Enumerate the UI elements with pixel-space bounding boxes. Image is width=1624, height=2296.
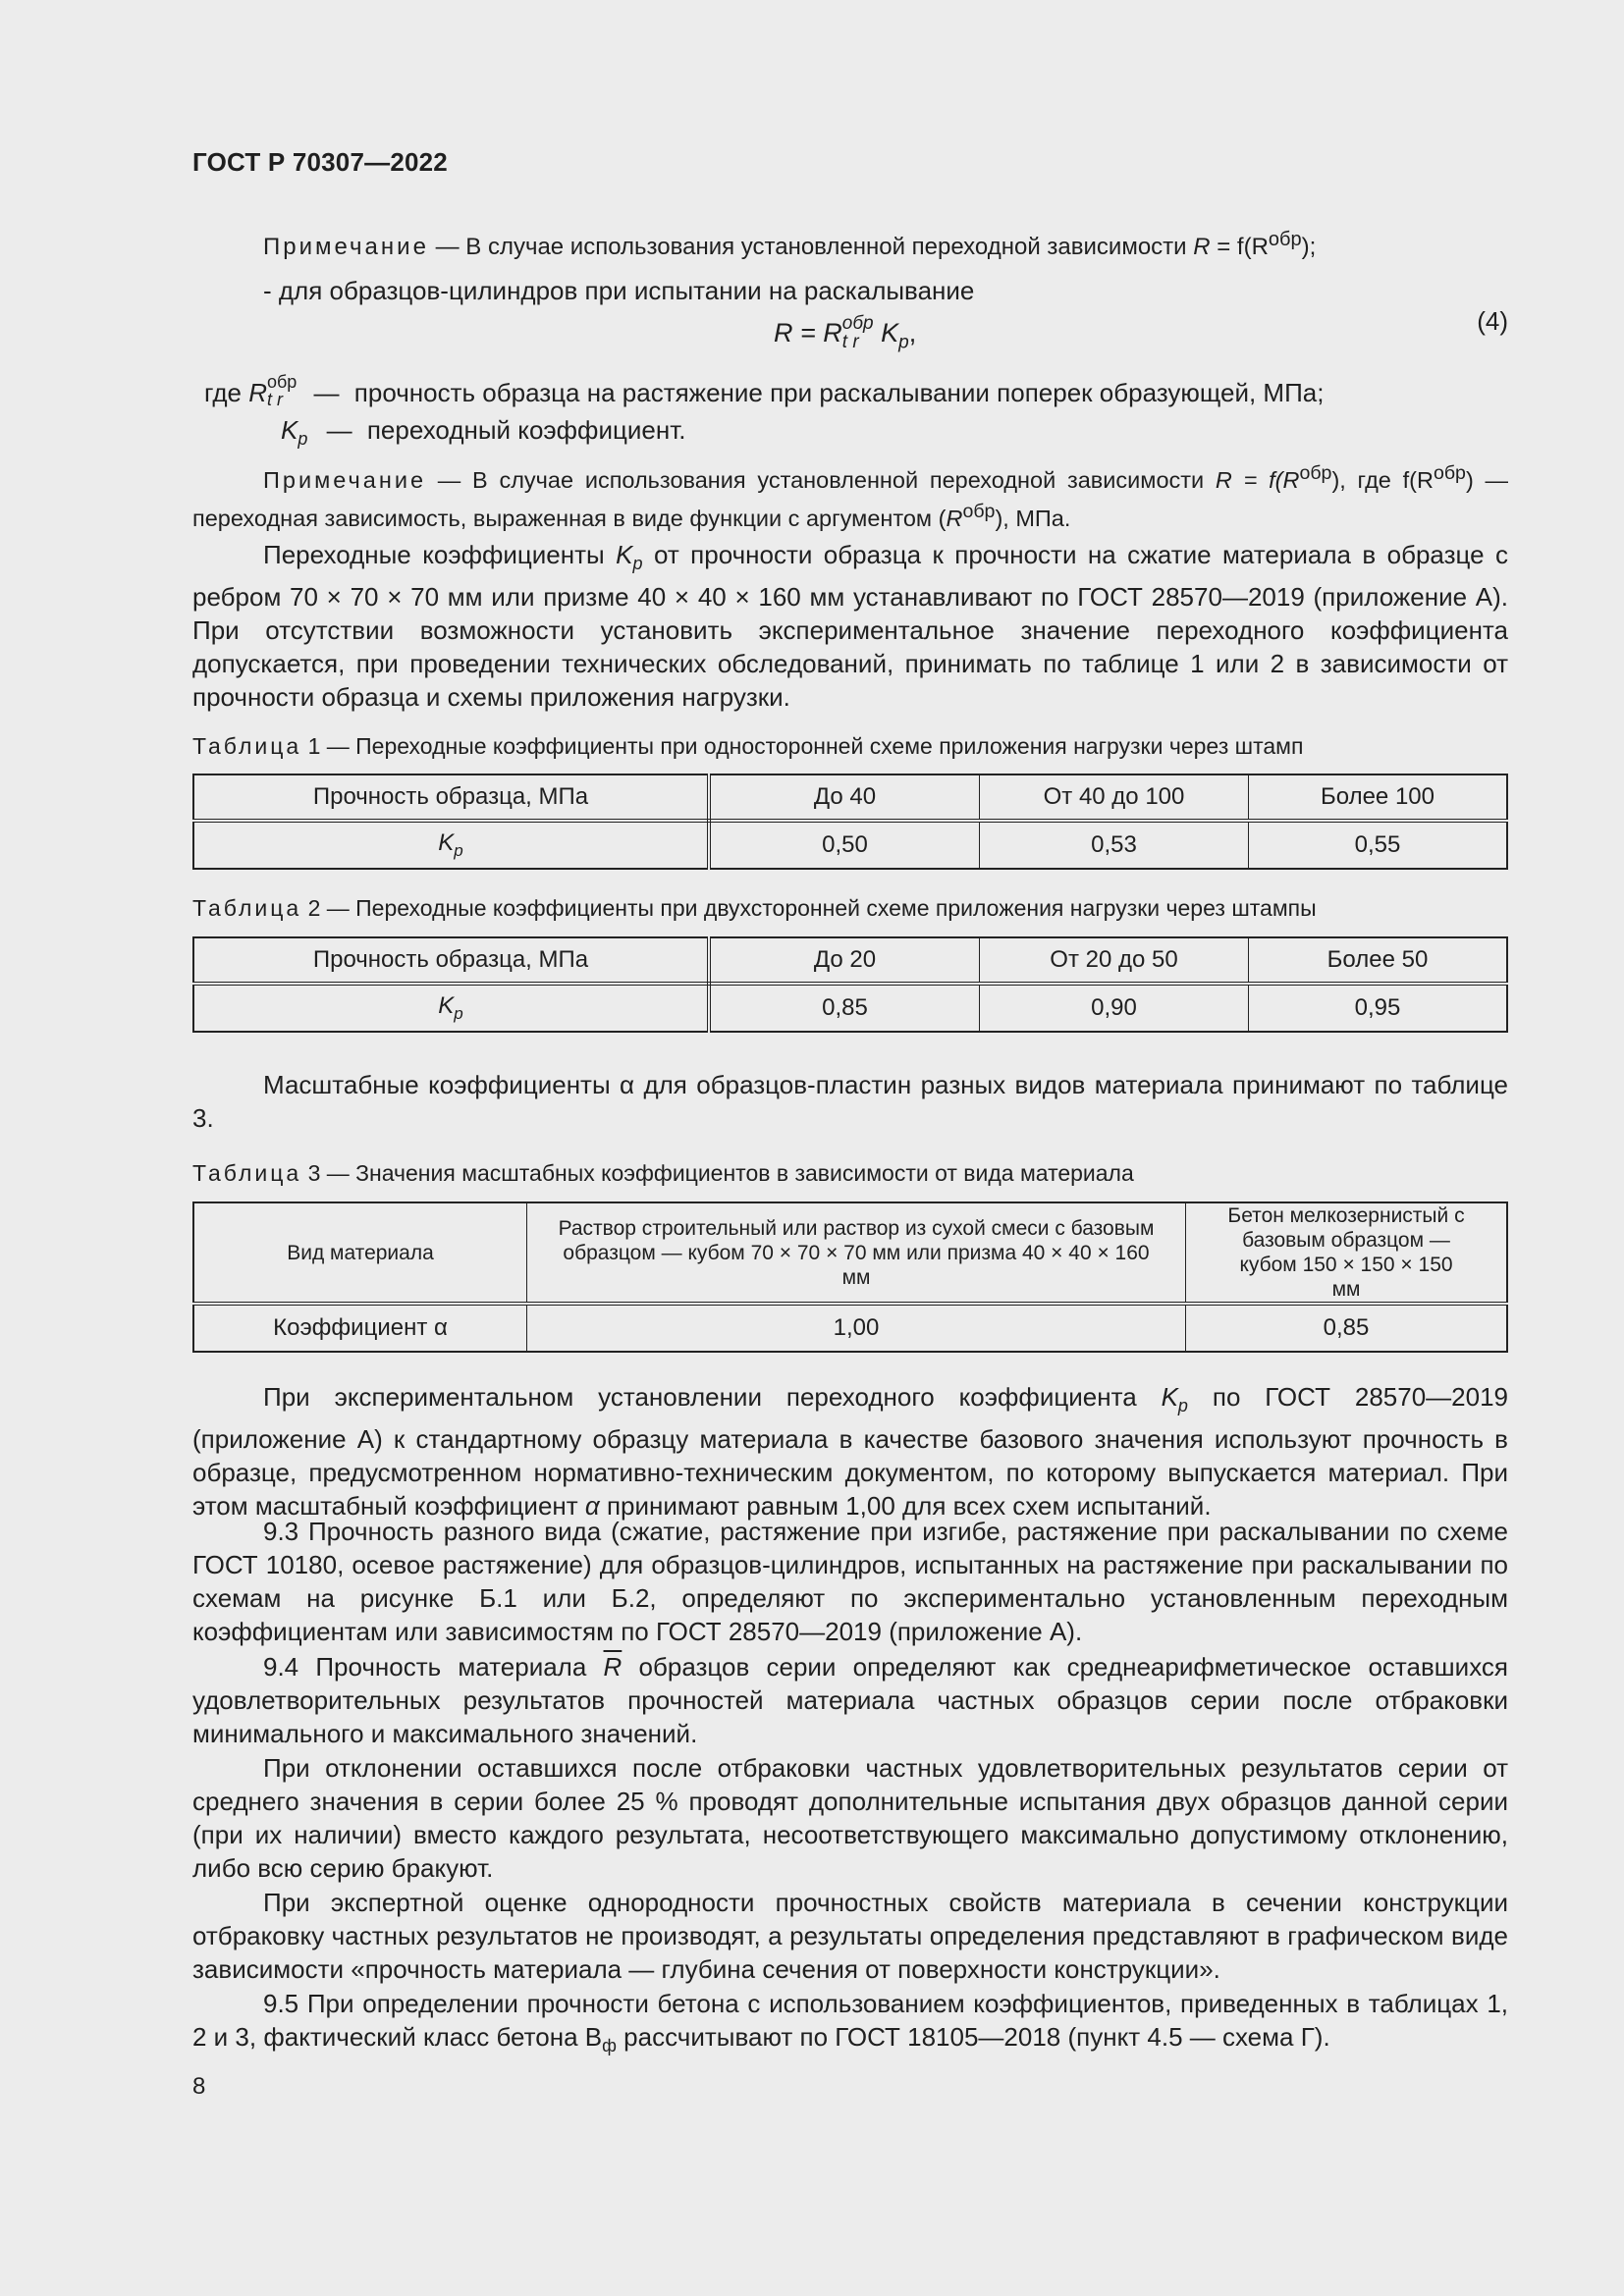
r-mean-symbol: $\overline{R}$ bbox=[603, 1652, 623, 1682]
definition-r bbox=[204, 372, 1325, 412]
para-text: Переходные коэффициенты bbox=[263, 540, 605, 569]
note-text: ), где f(R bbox=[1331, 466, 1434, 493]
table-1-caption bbox=[192, 731, 1508, 761]
table-header: Прочность образца, МПа bbox=[193, 774, 709, 821]
table-header: От 20 до 50 bbox=[980, 937, 1249, 984]
kp-sub: p bbox=[1177, 1396, 1188, 1416]
where-label: где bbox=[204, 378, 242, 407]
def-sup: обр bbox=[266, 372, 298, 393]
table-cell: 1,00 bbox=[527, 1304, 1186, 1352]
paragraph-scale: Масштабные коэффициенты α для образцов-пластин разных видов материала принимают по таблице 3. bbox=[192, 1070, 1508, 1133]
cylinders-line: - для образцов-цилиндров при испытании на раскалывание bbox=[263, 276, 975, 305]
eq-indices bbox=[842, 314, 874, 351]
table-cell: 0,53 bbox=[980, 821, 1249, 869]
note-label: Примечание bbox=[263, 234, 429, 260]
table-label: Таблица bbox=[192, 1160, 302, 1186]
para-text: 9.5 При определении прочности бетона с использованием коэффициентов, приведенных в таблицах 1, 2 и 3, фактический класс бетона В bbox=[192, 1989, 1508, 2052]
paragraph-experimental bbox=[192, 1380, 1508, 1522]
table-cell: 0,55 bbox=[1249, 821, 1508, 869]
eq-sup: обр bbox=[841, 313, 874, 334]
table-row bbox=[193, 984, 1507, 1032]
table-header: Прочность образца, МПа bbox=[193, 937, 709, 984]
table-label: Таблица bbox=[192, 895, 302, 921]
table-row bbox=[193, 821, 1507, 869]
table-header: Более 50 bbox=[1249, 937, 1508, 984]
note-text: переходная зависимость, выраженная в виде функции с аргументом ( bbox=[192, 505, 947, 531]
note-sup: обр bbox=[1299, 462, 1332, 484]
table-header: От 40 до 100 bbox=[980, 774, 1249, 821]
class-sub: ф bbox=[602, 2036, 617, 2056]
kp-symbol: K bbox=[616, 540, 633, 569]
table-label: Таблица bbox=[192, 733, 302, 759]
paragraph-9-5 bbox=[192, 1987, 1508, 2062]
note-text: — В случае использования установленной переходной зависимости bbox=[435, 234, 1187, 260]
table-header-row bbox=[193, 774, 1507, 821]
table-header: Бетон мелкозернистый с базовым образцом — кубом 150 × 150 × 150 мм bbox=[1186, 1202, 1508, 1304]
kp-sub: p bbox=[454, 1003, 463, 1023]
table-caption-text: 1 — Переходные коэффициенты при односторонней схеме приложения нагрузки через штамп bbox=[307, 733, 1304, 759]
def-text: прочность образца на растяжение при раскалывании поперек образующей, МПа; bbox=[353, 378, 1325, 407]
note-sup: обр bbox=[962, 500, 996, 522]
para-text: рассчитывают по ГОСТ 18105—2018 (пункт 4.5 — схема Г). bbox=[623, 2022, 1330, 2052]
def-symbol: R bbox=[248, 378, 267, 407]
para-text: образцов серии определяют как среднеарифметическое оставшихся удовлетворительных результатов прочностей материала частных образцов серии после отбраковки минимального и максимального значений. bbox=[192, 1652, 1508, 1748]
eq-k-sub: p bbox=[898, 332, 909, 353]
paragraph-kp bbox=[192, 538, 1508, 714]
para-text: по ГОСТ 28570—2019 (приложение А) к стандартному образцу материала в качестве базового значения используют прочность в образце, предусмотренном нормативно-техническим документом, по которому выпускается материал. При этом масштабный коэффициент bbox=[192, 1382, 1508, 1522]
formula-sup: обр bbox=[1268, 229, 1302, 250]
def-symbol: K bbox=[281, 415, 298, 445]
table-header: Более 100 bbox=[1249, 774, 1508, 821]
note-text: — В случае использования установленной переходной зависимости bbox=[437, 466, 1205, 493]
eq-k: K bbox=[881, 318, 899, 348]
table-cell: 0,95 bbox=[1249, 984, 1508, 1032]
para-text: принимают равным 1,00 для всех схем испытаний. bbox=[606, 1491, 1212, 1522]
def-dash: — bbox=[326, 415, 352, 445]
table-header-row bbox=[193, 1202, 1507, 1304]
definition-kp bbox=[281, 413, 685, 455]
kp-sub: p bbox=[454, 840, 463, 860]
table-caption-text: 2 — Переходные коэффициенты при двухсторонней схеме приложения нагрузки через штампы bbox=[307, 895, 1317, 921]
equation-number: (4) bbox=[1477, 306, 1508, 336]
table-header: До 20 bbox=[709, 937, 980, 984]
def-dash: — bbox=[313, 378, 340, 407]
table-row-label bbox=[193, 984, 709, 1032]
table-2-caption bbox=[192, 893, 1508, 923]
table-2 bbox=[192, 936, 1508, 1033]
note-1 bbox=[192, 224, 1508, 263]
paragraph-deviation: При отклонении оставшихся после отбраковки частных удовлетворительных результатов серии от среднего значения в серии более 25 % проводят дополнительные испытания двух образцов данной серии (при их наличии) вместо каждого результата, несоответствующего максимально допустимому отклонению, либо всю серию бракуют. bbox=[192, 1753, 1508, 1883]
note-formula: R = f(R bbox=[1215, 466, 1300, 493]
para-text: от прочности образца к прочности на сжатие материала в образце с ребром 70 × 70 × 70 мм или призме 40 × 40 × 160 мм устанавливают по ГОСТ 28570—2019 (приложение А). При отсутствии возможности установить экспериментальное значение переходного коэффициента допускается, при проведении технических обследований, принимать по таблице 1 или 2 в зависимости от прочности образца и схемы приложения нагрузки. bbox=[192, 540, 1508, 713]
table-cell: 0,85 bbox=[1186, 1304, 1508, 1352]
table-caption-text: 3 — Значения масштабных коэффициентов в зависимости от вида материала bbox=[307, 1160, 1134, 1186]
table-1 bbox=[192, 774, 1508, 870]
equation-4 bbox=[774, 313, 917, 354]
table-header-row bbox=[193, 937, 1507, 984]
table-header: Раствор строительный или раствор из сухой смеси с базовым образцом — кубом 70 × 70 × 70 мм или призма 40 × 40 × 160 мм bbox=[527, 1202, 1186, 1304]
kp-symbol: K bbox=[438, 829, 455, 857]
note-text: ) — bbox=[1465, 466, 1509, 493]
para-text: 9.4 Прочность материала bbox=[263, 1652, 587, 1682]
note-formula: R bbox=[946, 505, 963, 531]
kp-sub: p bbox=[632, 554, 643, 574]
table-cell: 0,90 bbox=[980, 984, 1249, 1032]
def-indices bbox=[267, 373, 297, 408]
table-header: Вид материала bbox=[193, 1202, 527, 1304]
def-sub: t r bbox=[266, 390, 283, 410]
note-text: ), МПа. bbox=[995, 505, 1071, 531]
table-cell: 0,85 bbox=[709, 984, 980, 1032]
table-cell: 0,50 bbox=[709, 821, 980, 869]
def-text: переходный коэффициент. bbox=[366, 415, 686, 445]
document-id: ГОСТ Р 70307—2022 bbox=[192, 147, 448, 177]
paragraph-9-4 bbox=[192, 1650, 1508, 1750]
note-2 bbox=[192, 457, 1508, 534]
para-text: При экспериментальном установлении переходного коэффициента bbox=[263, 1382, 1137, 1412]
def-sub: p bbox=[298, 429, 308, 450]
paragraph-expert: При экспертной оценке однородности прочностных свойств материала в сечении конструкции отбраковку частных результатов не производят, а результаты определения представляют в графическом виде зависимости «прочность материала — глубина сечения от поверхности конструкции». bbox=[192, 1888, 1508, 1984]
table-3 bbox=[192, 1201, 1508, 1353]
page-number: 8 bbox=[192, 2073, 206, 2100]
table-row-label bbox=[193, 821, 709, 869]
table-header: До 40 bbox=[709, 774, 980, 821]
kp-symbol: K bbox=[438, 992, 455, 1020]
eq-tail: , bbox=[908, 318, 917, 348]
eq-sub: t r bbox=[841, 332, 859, 352]
alpha-symbol: α bbox=[584, 1491, 600, 1522]
document-page bbox=[192, 0, 1508, 2296]
table-row bbox=[193, 1304, 1507, 1352]
formula-part: = f(R bbox=[1210, 234, 1269, 260]
table-row-label: Коэффициент α bbox=[193, 1304, 527, 1352]
note-sup: обр bbox=[1433, 462, 1466, 484]
table-3-caption bbox=[192, 1158, 1508, 1188]
formula-symbol: R bbox=[1193, 234, 1211, 260]
kp-symbol: K bbox=[1161, 1382, 1178, 1412]
paragraph-9-3: 9.3 Прочность разного вида (сжатие, растяжение при изгибе, растяжение при раскалывании по схеме ГОСТ 10180, осевое растяжение) для образцов-цилиндров, испытанных на растяжение при раскалывании по схемам на рисунке Б.1 или Б.2, определяют по экспериментально установленным переходным коэффициентам или зависимостям по ГОСТ 28570—2019 (приложение А). bbox=[192, 1517, 1508, 1646]
eq-lhs: R = R bbox=[774, 318, 842, 348]
formula-part: ); bbox=[1301, 234, 1317, 260]
note-label: Примечание bbox=[263, 466, 427, 493]
